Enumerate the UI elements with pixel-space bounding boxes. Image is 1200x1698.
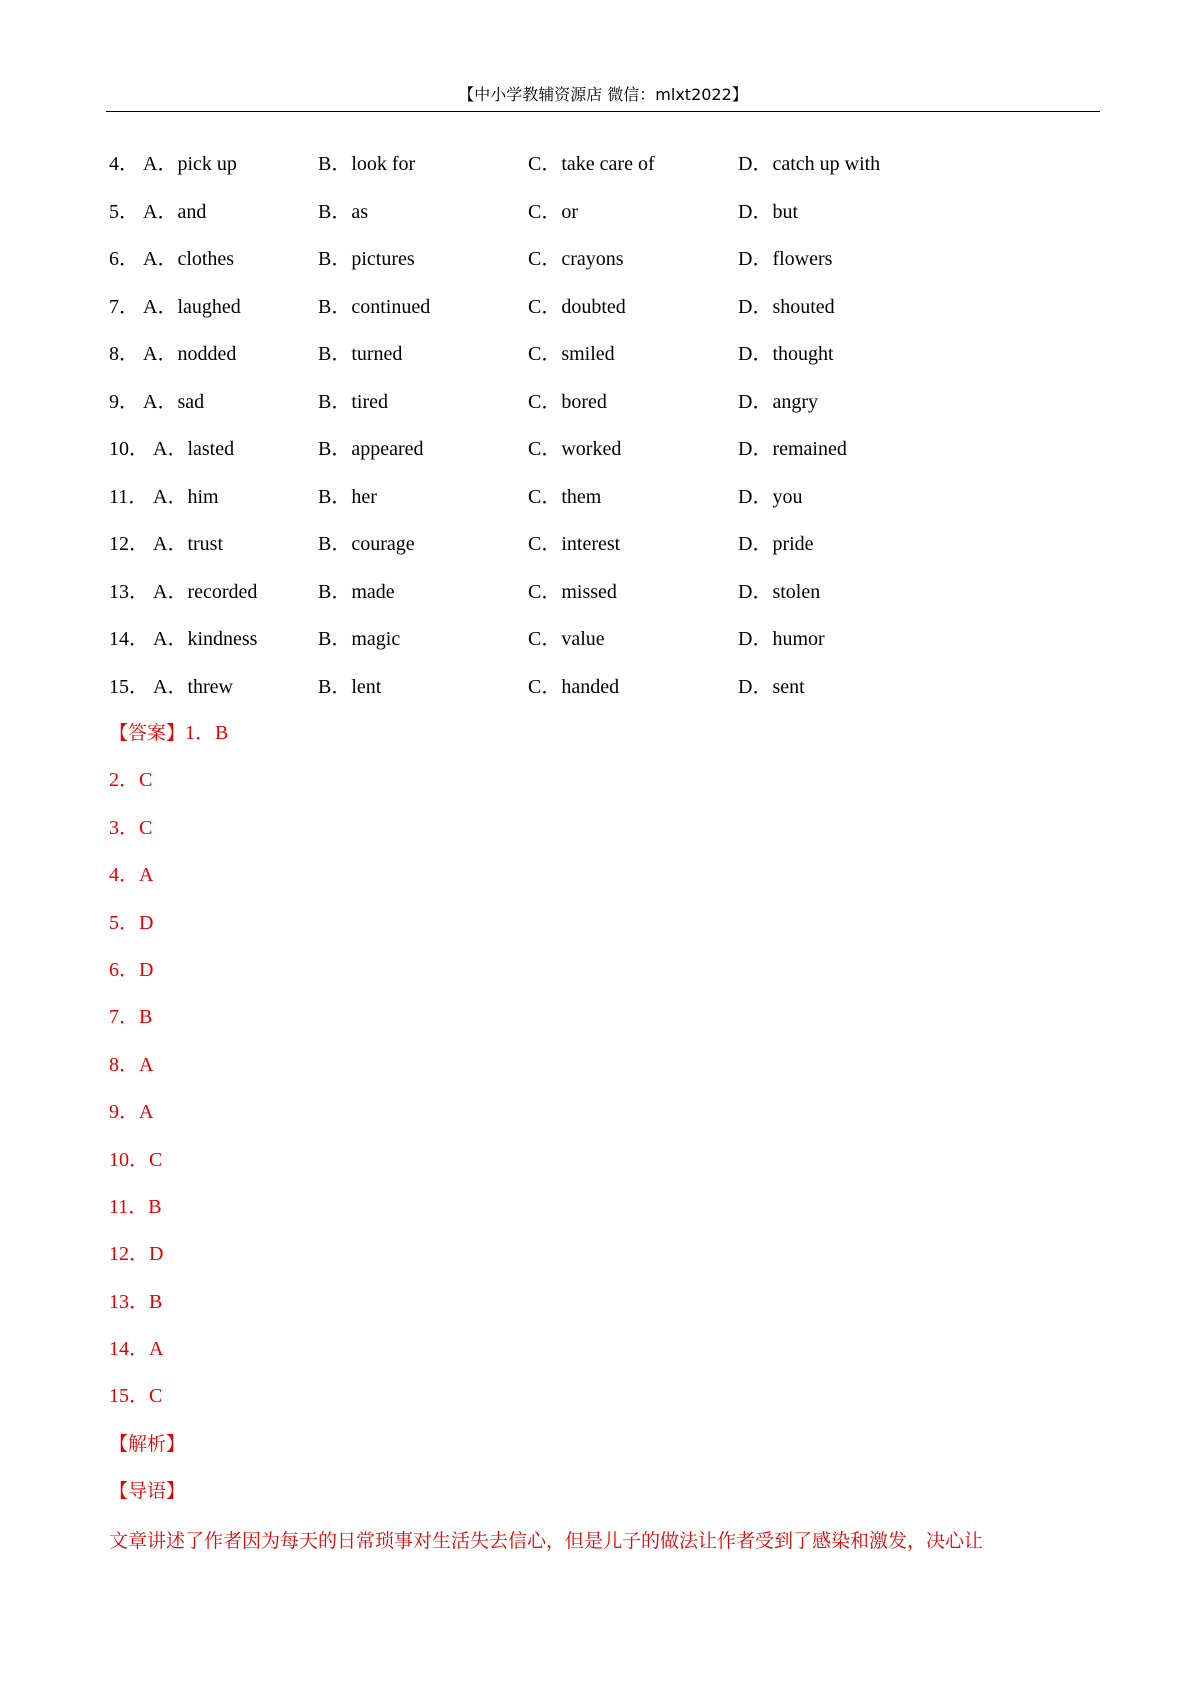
option-d: D．pride [738,533,814,555]
option-d: D．sent [738,675,805,698]
answer-item: 12．D [109,1243,164,1266]
option-b: B．appeared [318,438,424,460]
guide-heading: 【导语】 [109,1480,186,1503]
option-b: B．turned [318,343,403,365]
answer-item: 11．B [109,1195,162,1218]
answer-item: 5．D [109,911,154,934]
option-a: A．him [153,485,219,508]
option-b: B．look for [318,153,416,175]
option-b: B．lent [318,675,382,698]
option-b: B．made [318,580,395,603]
guide-paragraph: 文章讲述了作者因为每天的日常琐事对生活失去信心，但是儿子的做法让作者受到了感染和激发，决心让 [109,1530,984,1552]
option-a: A．laughed [143,295,241,318]
option-c: C．value [528,628,605,650]
option-a: A．and [143,200,207,223]
option-b: B．as [318,200,368,223]
option-b: B．her [318,485,377,508]
page-header: 【中小学教辅资源店 微信：mlxt2022】 [458,85,748,104]
option-a: A．kindness [153,628,258,650]
option-a: A．pick up [143,153,237,175]
question-number: 7． [109,295,139,318]
option-d: D．flowers [738,248,833,270]
option-a: A．trust [153,533,223,555]
option-c: C．them [528,485,602,508]
option-b: B．tired [318,390,388,413]
option-c: C．smiled [528,343,615,365]
option-a: A．clothes [143,248,235,270]
option-d: D．humor [738,628,825,650]
answer-section [109,719,228,1525]
question-number: 14． [109,628,149,650]
header-rule [106,111,1100,112]
question-number: 4． [109,153,139,175]
option-d: D．remained [738,438,847,460]
analysis-heading: 【解析】 [109,1432,186,1455]
question-number: 11． [109,485,149,508]
option-c: C．worked [528,438,622,460]
option-b: B．continued [318,295,431,318]
answer-heading: 【答案】 [109,722,186,744]
question-number: 13． [109,580,149,603]
question-number: 5． [109,200,139,223]
question-number: 10． [109,438,149,460]
option-d: D．stolen [738,580,821,603]
answer-item: 9．A [109,1101,154,1124]
option-d: D．shouted [738,295,835,318]
option-c: C．take care of [528,153,655,175]
option-c: C．bored [528,390,607,413]
question-number: 6． [109,248,139,270]
option-b: B．courage [318,533,415,555]
answer-heading-row [109,719,228,766]
option-c: C．handed [528,675,620,698]
option-b: B．pictures [318,248,415,270]
option-a: A．sad [143,390,205,413]
answer-item: 3．C [109,816,153,839]
answer-item: 7．B [109,1006,153,1029]
option-d: D．angry [738,390,818,413]
option-d: D．catch up with [738,153,881,175]
option-c: C．missed [528,580,617,603]
answer-item: 1．B [185,722,229,744]
answer-item: 8．A [109,1053,154,1076]
option-d: D．thought [738,343,834,365]
option-c: C．or [528,200,578,223]
option-c: C．crayons [528,248,624,270]
option-c: C．interest [528,533,621,555]
option-d: D．you [738,485,803,508]
answer-item: 6．D [109,958,154,981]
question-number: 12． [109,533,149,555]
option-a: A．threw [153,675,233,698]
question-number: 15． [109,675,149,698]
answer-item: 4．A [109,864,154,887]
answer-item: 15．C [109,1385,163,1408]
option-a: A．recorded [153,580,258,603]
answer-item: 10．C [109,1148,163,1171]
answer-item: 2．C [109,769,153,792]
option-b: B．magic [318,628,401,650]
option-c: C．doubted [528,295,626,318]
option-a: A．lasted [153,438,235,460]
answer-item: 14．A [109,1338,164,1361]
question-number: 8． [109,343,139,365]
option-a: A．nodded [143,343,237,365]
question-number: 9． [109,390,139,413]
option-d: D．but [738,200,798,223]
answer-item: 13．B [109,1290,163,1313]
